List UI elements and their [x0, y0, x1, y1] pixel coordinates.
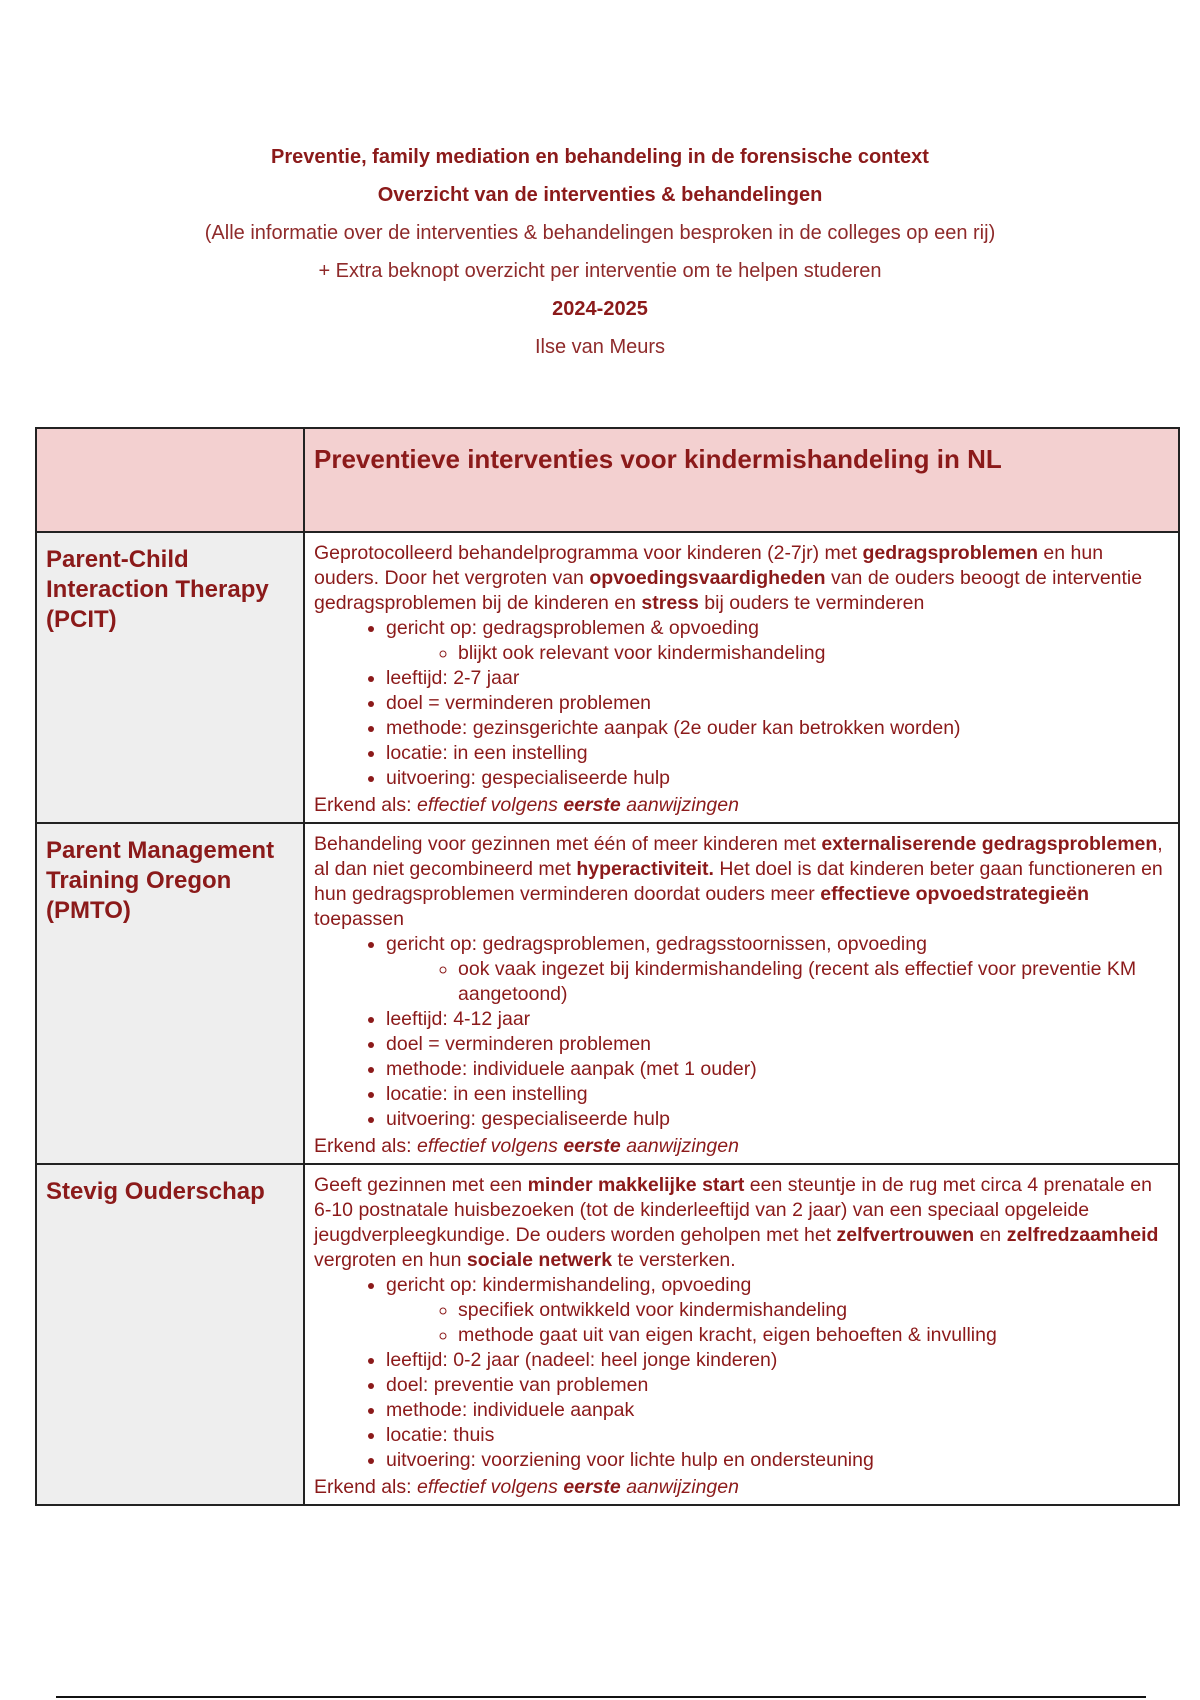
- list-item: • locatie: thuis: [386, 1423, 1169, 1448]
- bullet-text: gericht op: kindermishandeling, opvoeding: [386, 1274, 752, 1296]
- bullet-text: gericht op: gedragsproblemen, gedragsstoornissen, opvoeding: [386, 933, 927, 955]
- document-author: Ilse van Meurs: [534, 336, 666, 358]
- desc-bold: opvoedingsvaardigheden: [589, 567, 826, 589]
- list-item: • uitvoering: gespecialiseerde hulp: [386, 766, 1169, 791]
- desc-text: bij ouders te verminderen: [698, 592, 925, 614]
- desc-bold: externaliserende gedragsproblemen: [821, 833, 1158, 855]
- desc-text: Geprotocolleerd behandelprogramma voor kinderen (2-7jr) met: [314, 542, 863, 564]
- recognition-line: [314, 1134, 1169, 1159]
- document-header: [0, 138, 1200, 366]
- list-item: ◦ ook vaak ingezet bij kindermishandeling (recent als effectief voor preventie KM aangetoond): [458, 957, 1169, 1007]
- intervention-description-cell: [304, 823, 1179, 1164]
- list-item: [386, 932, 1169, 1007]
- desc-text: en hun ouders. Door het vergroten van: [314, 542, 1104, 589]
- desc-text: te versterken.: [612, 1249, 736, 1271]
- document-title: Preventie, family mediation en behandeling in de forensische context: [271, 146, 929, 168]
- recognition-text: effectief volgens: [416, 794, 564, 816]
- intervention-description-cell: [304, 1164, 1179, 1505]
- list-item: • leeftijd: 4-12 jaar: [386, 1007, 1169, 1032]
- recognition-line: [314, 793, 1169, 818]
- recognition-text: effectief volgens: [416, 1135, 564, 1157]
- intervention-description: [314, 1173, 1169, 1273]
- recognition-line: [314, 1475, 1169, 1500]
- desc-bold: hyperactiviteit.: [576, 858, 714, 880]
- list-item: • uitvoering: voorziening voor lichte hulp en ondersteuning: [386, 1448, 1169, 1473]
- document-note: (Alle informatie over de interventies & behandelingen besproken in de colleges op een rij): [204, 222, 996, 244]
- desc-text: , al dan niet gecombineerd met: [314, 833, 1163, 880]
- list-item: • methode: individuele aanpak: [386, 1398, 1169, 1423]
- table-row: [36, 1164, 1179, 1505]
- list-item: • methode: gezinsgerichte aanpak (2e ouder kan betrokken worden): [386, 716, 1169, 741]
- intervention-name-cell: [36, 532, 304, 823]
- bullet-list: [314, 616, 1169, 791]
- list-item: [386, 616, 1169, 666]
- recognition-label: Erkend als:: [314, 1476, 417, 1498]
- list-item: • locatie: in een instelling: [386, 1082, 1169, 1107]
- desc-bold: sociale netwerk: [466, 1249, 613, 1271]
- document-year: 2024-2025: [552, 298, 648, 320]
- list-item: • leeftijd: 0-2 jaar (nadeel: heel jonge kinderen): [386, 1348, 1169, 1373]
- desc-bold: zelfvertrouwen: [836, 1224, 975, 1246]
- desc-bold: gedragsproblemen: [862, 542, 1038, 564]
- list-item: • doel = verminderen problemen: [386, 1032, 1169, 1057]
- intervention-description: [314, 541, 1169, 616]
- list-item: • leeftijd: 2-7 jaar: [386, 666, 1169, 691]
- recognition-label: Erkend als:: [314, 1135, 417, 1157]
- intervention-name: Parent Management Training Oregon (PMTO): [46, 837, 275, 924]
- desc-text: een steuntje in de rug met circa 4 prenatale en 6-10 postnatale huisbezoeken (tot de kinderleeftijd van 2 jaar) van een speciaal opgeleide jeugdverpleegkundige. De ouders worden geholpen met het: [314, 1174, 1152, 1246]
- recognition-text: aanwijzingen: [620, 1476, 739, 1498]
- desc-text: Geeft gezinnen met een: [314, 1174, 528, 1196]
- desc-text: van de ouders beoogt de interventie gedragsproblemen bij de kinderen en: [314, 567, 1143, 614]
- desc-text: Behandeling voor gezinnen met één of meer kinderen met: [314, 833, 822, 855]
- list-item: ◦ specifiek ontwikkeld voor kindermishandeling: [458, 1298, 1169, 1323]
- desc-text: vergroten en hun: [314, 1249, 467, 1271]
- recognition-text: effectief volgens: [416, 1476, 564, 1498]
- list-item: • locatie: in een instelling: [386, 741, 1169, 766]
- header-empty-cell: [36, 428, 304, 532]
- table-heading: Preventieve interventies voor kindermishandeling in NL: [314, 444, 1002, 474]
- sub-bullet-list: [386, 957, 1169, 1007]
- sub-bullet-list: [386, 1298, 1169, 1348]
- table-row: [36, 532, 1179, 823]
- document-subtitle: Overzicht van de interventies & behandelingen: [377, 184, 823, 206]
- intervention-description: [314, 832, 1169, 932]
- page-bottom-rule: [56, 1696, 1146, 1698]
- recognition-bold: eerste: [563, 794, 621, 816]
- desc-text: Het doel is dat kinderen beter gaan functioneren en hun gedragsproblemen verminderen doordat ouders meer: [314, 858, 1163, 905]
- header-title-cell: [304, 428, 1179, 532]
- intervention-name-cell: [36, 823, 304, 1164]
- interventions-table: [35, 427, 1180, 1506]
- sub-bullet-list: [386, 641, 1169, 666]
- intervention-name: Parent-Child Interaction Therapy (PCIT): [46, 546, 269, 633]
- document-extra: + Extra beknopt overzicht per interventie om te helpen studeren: [318, 260, 882, 282]
- recognition-bold: eerste: [563, 1135, 621, 1157]
- list-item: • methode: individuele aanpak (met 1 ouder): [386, 1057, 1169, 1082]
- recognition-text: aanwijzingen: [620, 1135, 739, 1157]
- intervention-description-cell: [304, 532, 1179, 823]
- intervention-name: Stevig Ouderschap: [46, 1178, 265, 1205]
- intervention-name-cell: [36, 1164, 304, 1505]
- list-item: [386, 1273, 1169, 1348]
- recognition-bold: eerste: [563, 1476, 621, 1498]
- list-item: • doel = verminderen problemen: [386, 691, 1169, 716]
- desc-bold: stress: [641, 592, 699, 614]
- bullet-text: gericht op: gedragsproblemen & opvoeding: [386, 617, 759, 639]
- recognition-text: aanwijzingen: [620, 794, 739, 816]
- desc-bold: effectieve opvoedstrategieën: [820, 883, 1089, 905]
- desc-text: en: [974, 1224, 1007, 1246]
- table-header-row: [36, 428, 1179, 532]
- list-item: • uitvoering: gespecialiseerde hulp: [386, 1107, 1169, 1132]
- desc-text: toepassen: [314, 908, 404, 930]
- bullet-list: [314, 932, 1169, 1132]
- desc-bold: zelfredzaamheid: [1006, 1224, 1159, 1246]
- list-item: • doel: preventie van problemen: [386, 1373, 1169, 1398]
- recognition-label: Erkend als:: [314, 794, 417, 816]
- list-item: ◦ methode gaat uit van eigen kracht, eigen behoeften & invulling: [458, 1323, 1169, 1348]
- bullet-list: [314, 1273, 1169, 1473]
- desc-bold: minder makkelijke start: [527, 1174, 745, 1196]
- list-item: ◦ blijkt ook relevant voor kindermishandeling: [458, 641, 1169, 666]
- table-row: [36, 823, 1179, 1164]
